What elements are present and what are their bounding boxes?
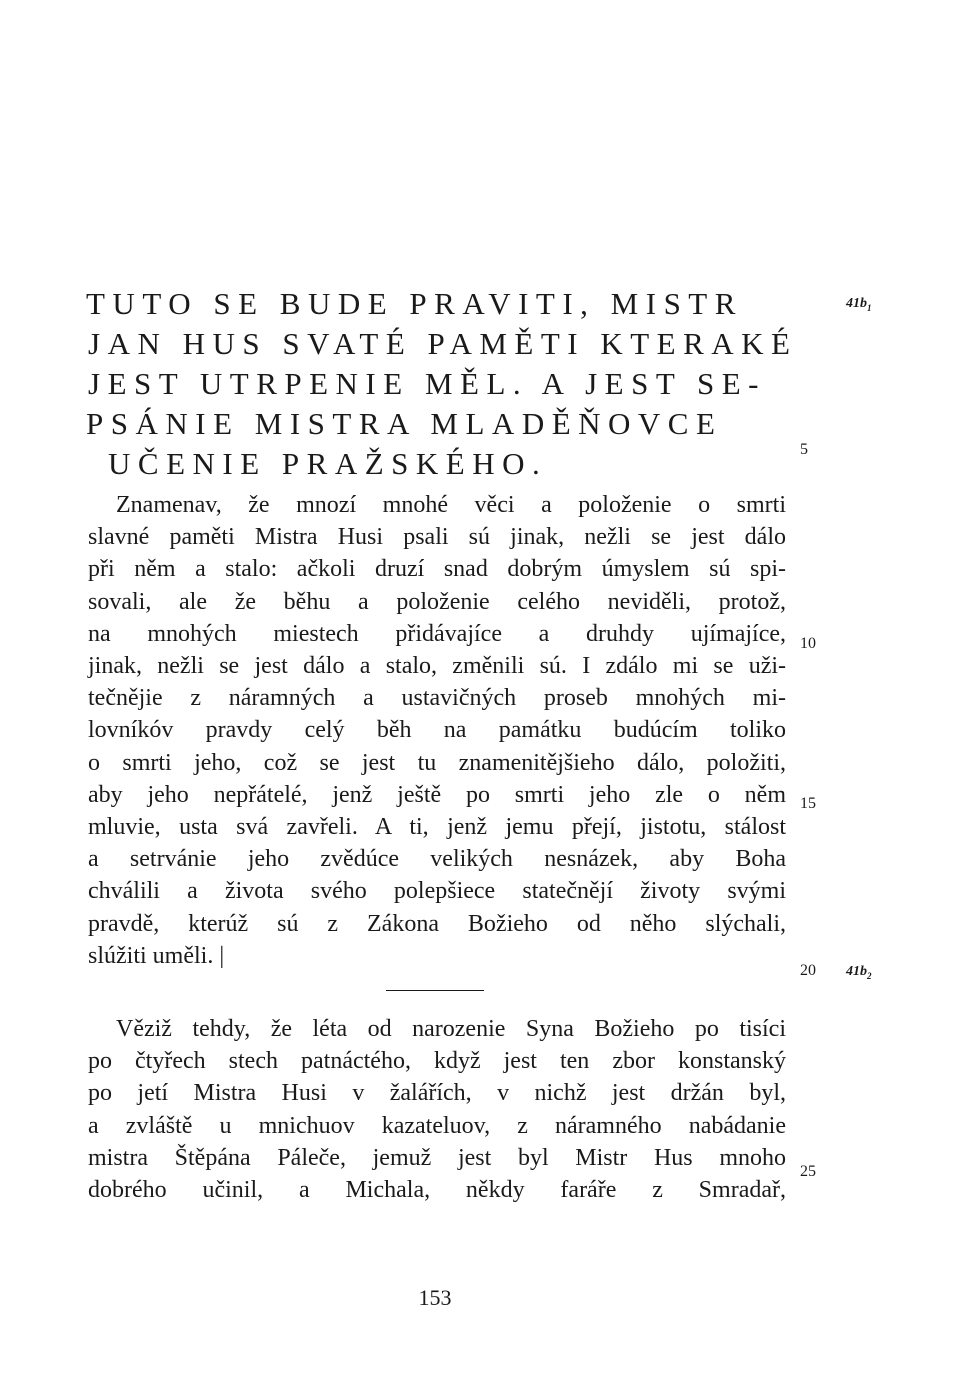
- text-line: dobrého učinil, a Michala, někdy faráře z Smradař,: [88, 1177, 786, 1204]
- text-line: mluvie, usta svá zavřeli. A ti, jenž jemu přejí, jistotu, stálost: [88, 814, 786, 841]
- text-line: lovníkóv pravdy celý běh na památku budúcím toliko: [88, 717, 786, 744]
- line-number: 10: [800, 635, 816, 652]
- folio-mark: [846, 964, 872, 981]
- line-number: 15: [800, 795, 816, 812]
- folio-base: 41b: [846, 296, 867, 311]
- text-line: chválili a života svého polepšiece statečnějí životy svými: [88, 878, 786, 905]
- page-number: 153: [418, 1285, 452, 1310]
- text-line: jinak, nežli se jest dálo a stalo, změnili sú. I zdálo mi se uži-: [88, 653, 786, 680]
- text-line: po čtyřech stech patnáctého, když jest ten zbor konstanský: [88, 1048, 786, 1075]
- heading-line: JAN HUS SVATÉ PAMĚTI KTERAKÉ: [88, 326, 798, 361]
- folio-base: 41b: [846, 964, 867, 979]
- text-line: slavné paměti Mistra Husi psali sú jinak, nežli se jest dálo: [88, 524, 786, 551]
- heading-line: JEST UTRPENIE MĚL. A JEST SE-: [88, 366, 766, 401]
- line-number: 20: [800, 962, 816, 979]
- section-separator: [386, 990, 484, 991]
- text-line: aby jeho nepřátelé, jenž ještě po smrti jeho zle o něm: [88, 781, 786, 808]
- text-line: o smrti jeho, což se jest tu znamenitějšieho dálo, položiti,: [88, 749, 786, 776]
- paragraph-1: [88, 489, 786, 972]
- chapter-heading: [86, 284, 798, 484]
- heading-line: UČENIE PRAŽSKÉHO.: [108, 446, 548, 481]
- heading-line: PSÁNIE MISTRA MLADĚŇOVCE: [86, 406, 723, 441]
- text-line: slúžiti uměli. |: [88, 942, 225, 969]
- text-line: pravdě, kterúž sú z Zákona Božieho od něho slýchali,: [88, 910, 786, 937]
- folio-sub: 2: [867, 970, 872, 981]
- text-line: Znamenav, že mnozí mnohé věci a položenie o smrti: [116, 492, 786, 518]
- text-line: při něm a stalo: ačkoli druzí snad dobrým úmyslem sú spi-: [88, 556, 786, 583]
- line-number: 5: [800, 441, 808, 458]
- text-line: sovali, ale že běhu a položenie celého neviděli, protož,: [88, 588, 786, 615]
- text-line: tečnějie z náramných a ustavičných proseb mnohých mi-: [88, 685, 786, 712]
- line-number: 25: [800, 1163, 816, 1180]
- folio-mark: [846, 296, 872, 313]
- folio-sub: 1: [867, 302, 872, 313]
- heading-line: TUTO SE BUDE PRAVITI, MISTR: [86, 286, 743, 321]
- text-line: a setrvánie jeho zvědúce velikých nesnázek, aby Boha: [88, 846, 786, 873]
- text-line: mistra Štěpána Páleče, jemuž jest byl Mistr Hus mnoho: [88, 1144, 786, 1171]
- text-line: a zvláště u mnichuov kazateluov, z náramného nabádanie: [88, 1112, 786, 1139]
- paragraph-2: [88, 1013, 786, 1206]
- text-line: po jetí Mistra Husi v žalářích, v nichž jest držán byl,: [88, 1080, 786, 1107]
- text-line: na mnohých miestech přidávajíce a druhdy ujímajíce,: [88, 620, 786, 647]
- text-line: Věziž tehdy, že léta od narozenie Syna Božieho po tisíci: [116, 1016, 786, 1042]
